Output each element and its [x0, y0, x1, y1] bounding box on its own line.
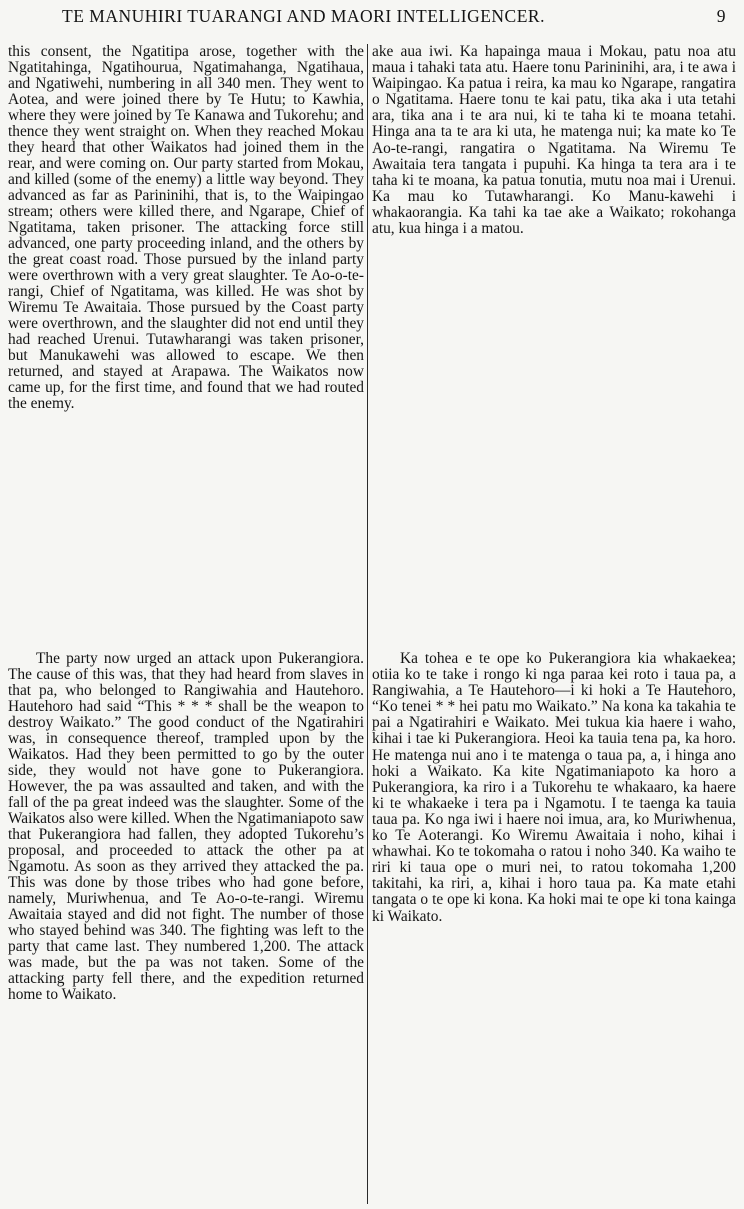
maori-paragraph-2: Ka tohea e te ope ko Pukerangiora kia whakaekea; otiia ko te take i rongo ki nga paraa kei roto i taua pa, a Rangiwahia, a Te Hautehoro—i ki hoki a Te Hautehoro, “Ko tenei * * hei patu mo Waikato.” Na kona ka takahia te pai a Ngatirahiri e Waikato. Mei tukua kia haere i waho, kihai i tae ki Pukerangiora. Heoi ka tauia tena pa, ka horo. He matenga nui ano i te matenga o taua pa, a, i hinga ano hoki a Waikato. Ka kite Ngatimaniapoto ka horo a Pukerangiora, ka riro i a Tukorehu te whakaaro, ka haere ki te whakaeke i tera pa i Ngamotu. I te taenga ka tauia taua pa. Ko nga iwi i haere noi imua, ara, ko Muriwhenua, ko Te Aoterangi. Ko Wiremu Awaitaia i noho, kihai i whawhai. Ko te tokomaha o ratou i noho 340. Ka waiho te riri ki taua ope o muri nei, to ratou tokomaha 1,200 takitahi, ka riri, a, kihai i horo taua pa. Ka mate etahi tangata o te ope ki kona. Ka hoki mai te ope ki tona kainga ki Waikato.	[372, 650, 736, 925]
page-header	[62, 4, 726, 30]
maori-paragraph-1: ake aua iwi. Ka hapainga maua i Mokau, patu noa atu maua i tahaki tata atu. Haere tonu Parininihi, ara, i te awa i Waipingao. Ka patua i reira, ka mau ko Ngarape, rangatira o Ngatitama. Haere tonu te kai patu, tika aka i uta tetahi ara, tika ana i te ara nui, ki te taha ki te moana tetahi. Hinga ana ta te ara ki uta, he matenga nui; ka mate ko Te Ao-te-rangi, rangatira o Ngatitama. Na Wiremu Te Awaitaia tera tangata i pupuhi. Ka hinga ta tera ara i te taha ki te moana, ka patua tonutia, mutu noa mai i Urenui. Ka mau ko Tutawharangi. Ko Manu-kawehi i whakaorangia. Ka tahi ka tae ake a Waikato; rokohanga atu, kua hinga i a matou.	[372, 43, 736, 238]
page-number: 9	[716, 6, 726, 26]
english-paragraph-1: this consent, the Ngatitipa arose, together with the Ngatitahinga, Ngatihourua, Ngatimahanga, Ngatihaua, and Ngatiwehi, numbering in all 340 men. They went to Aotea, and were joined there by Te Hutu; to Kawhia, where they were joined by Te Kanawa and Tukorehu; and thence they went straight on. When they reached Mokau they heard that other Waikatos had joined them in the rear, and were coming on. Our party started from Mokau, and killed (some of the enemy) a little way beyond. They advanced as far as Parininihi, that is, to the Waipingao stream; others were killed there, and Ngarape, Chief of Ngatitama, taken prisoner. The attacking force still advanced, one party proceeding inland, and the others by the great coast road. Those pursued by the inland party were overthrown with a very great slaughter. Te Ao-o-te-rangi, Chief of Ngatitama, was killed. He was shot by Wiremu Te Awaitaia. Those pursued by the Coast party were overthrown, and the slaughter did not end until they had reached Urenui. Tutawharangi was taken prisoner, but Manukawehi was allowed to escape. We then returned, and stayed at Arapawa. The Waikatos now came up, for the first time, and found that we had routed the enemy.	[8, 43, 364, 413]
maori-column-top	[372, 44, 736, 237]
maori-column-bottom	[372, 651, 736, 925]
english-paragraph-2: The party now urged an attack upon Pukerangiora. The cause of this was, that they had heard from slaves in that pa, who belonged to Rangiwahia and Hautehoro. Hautehoro had said “This * * * shall be the weapon to destroy Waikato.” The good conduct of the Ngatirahiri was, in consequence thereof, trampled upon by the Waikatos. Had they been permitted to go by the outer side, they would not have gone to Pukerangiora. However, the pa was assaulted and taken, and with the fall of the pa great indeed was the slaughter. Some of the Waikatos also were killed. When the Ngatimaniapoto saw that Pukerangiora had fallen, they adopted Tukorehu’s proposal, and proceeded to attack the other pa at Ngamotu. As soon as they arrived they attacked the pa. This was done by those tribes who had gone before, namely, Muriwhenua, and Te Ao-o-te-rangi. Wiremu Awaitaia stayed and did not fight. The number of those who stayed behind was 340. The fighting was left to the party that came last. They numbered 1,200. The attack was made, but the pa was not taken. Some of the attacking party fell there, and the expedition returned home to Waikato.	[8, 650, 364, 1004]
column-divider	[367, 44, 368, 1204]
newspaper-title: TE MANUHIRI TUARANGI AND MAORI INTELLIGENCER.	[62, 6, 545, 26]
english-column-bottom	[8, 651, 364, 1003]
english-column-top	[8, 44, 364, 412]
